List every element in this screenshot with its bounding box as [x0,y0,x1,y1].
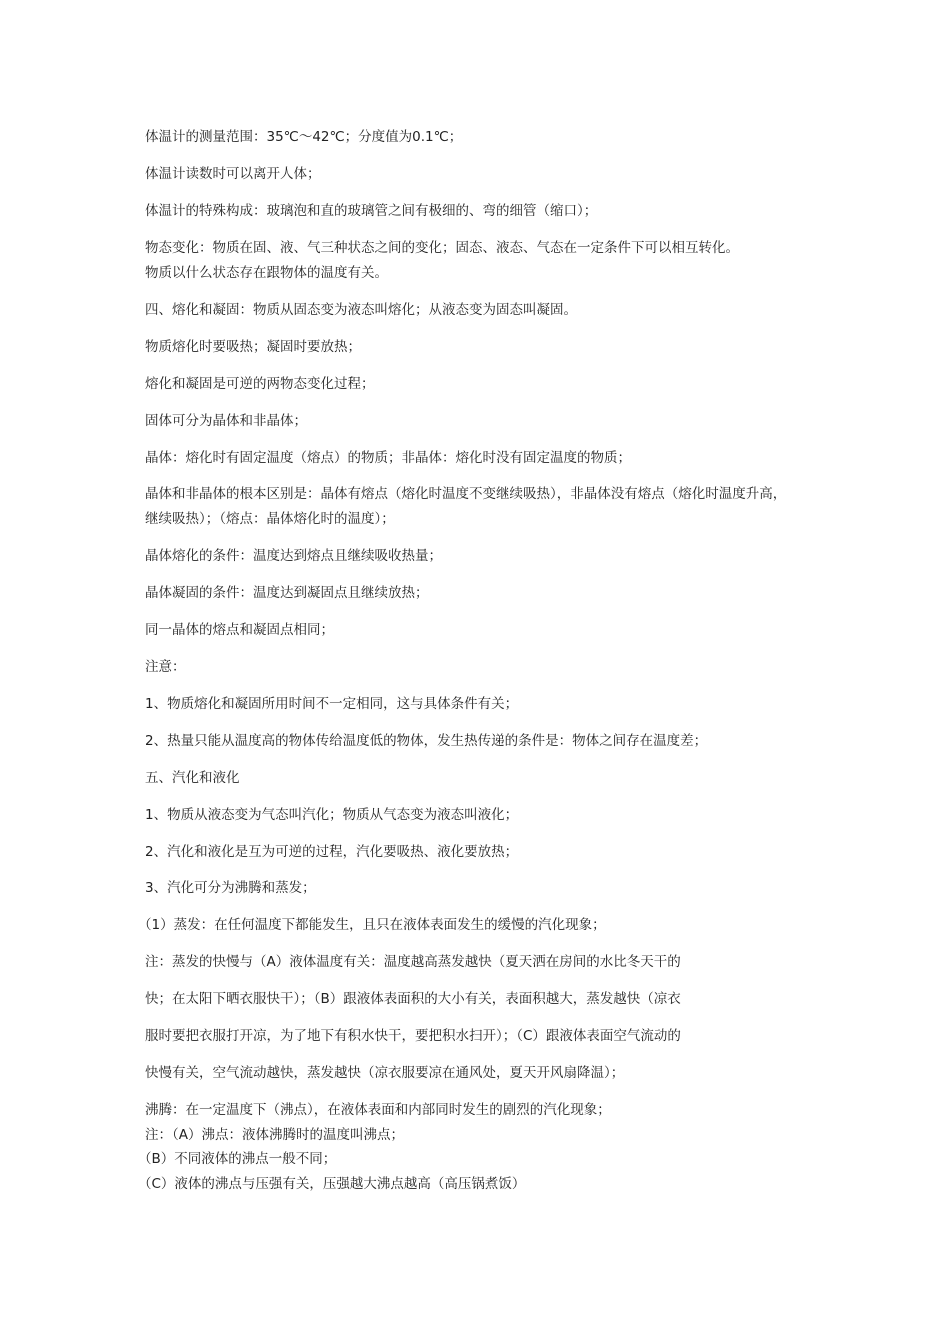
text-line: 熔化和凝固是可逆的两物态变化过程； [145,376,375,392]
text-line: 注：蒸发的快慢与（A）液体温度有关：温度越高蒸发越快（夏天洒在房间的水比冬天干的 [145,954,681,970]
text-line: 同一晶体的熔点和凝固点相同； [145,622,334,638]
text-line: 晶体凝固的条件：温度达到凝固点且继续放热； [145,585,429,601]
text-line: 晶体熔化的条件：温度达到熔点且继续吸收热量； [145,548,442,564]
text-line: 体温计的特殊构成：玻璃泡和直的玻璃管之间有极细的、弯的细管（缩口）； [145,203,598,219]
text-line: 2、汽化和液化是互为可逆的过程，汽化要吸热、液化要放热； [145,844,519,860]
text-line: 沸腾：在一定温度下（沸点），在液体表面和内部同时发生的剧烈的汽化现象； [145,1102,611,1118]
text-line: 注：（A）沸点：液体沸腾时的温度叫沸点； [145,1127,404,1143]
text-line: （B）不同液体的沸点一般不同； [138,1151,337,1167]
text-line: 1、物质从液态变为气态叫汽化；物质从气态变为液态叫液化； [145,807,519,823]
text-line: 物态变化：物质在固、液、气三种状态之间的变化；固态、液态、气态在一定条件下可以相互转化。 [145,240,739,256]
text-line: 1、物质熔化和凝固所用时间不一定相同，这与具体条件有关； [145,696,519,712]
text-line: 快；在太阳下晒衣服快干）；（B）跟液体表面积的大小有关，表面积越大，蒸发越快（凉衣 [145,991,681,1007]
text-line: 快慢有关，空气流动越快，蒸发越快（凉衣服要凉在通风处，夏天开风扇降温）； [145,1065,625,1081]
text-line: 物质以什么状态存在跟物体的温度有关。 [145,265,388,281]
text-line: 体温计读数时可以离开人体； [145,166,321,182]
section-heading: 五、汽化和液化 [145,770,240,786]
text-line: （C）液体的沸点与压强有关，压强越大沸点越高（高压锅煮饭） [138,1176,526,1192]
text-line: 固体可分为晶体和非晶体； [145,413,307,429]
text-line: 物质熔化时要吸热；凝固时要放热； [145,339,361,355]
text-line: 晶体：熔化时有固定温度（熔点）的物质；非晶体：熔化时没有固定温度的物质； [145,450,631,466]
text-line: 继续吸热）；（熔点：晶体熔化时的温度）； [145,511,395,527]
text-line: 2、热量只能从温度高的物体传给温度低的物体，发生热传递的条件是：物体之间存在温度差； [145,733,708,749]
text-line: 服时要把衣服打开凉，为了地下有积水快干，要把积水扫开）；（C）跟液体表面空气流动的 [145,1028,681,1044]
text-line: 晶体和非晶体的根本区别是：晶体有熔点（熔化时温度不变继续吸热），非晶体没有熔点（熔化时温度升高， [145,486,787,502]
section-heading: 四、熔化和凝固：物质从固态变为液态叫熔化；从液态变为固态叫凝固。 [145,302,577,318]
text-line: 体温计的测量范围：35℃～42℃；分度值为0.1℃； [145,129,463,145]
text-line: （1）蒸发：在任何温度下都能发生，且只在液体表面发生的缓慢的汽化现象； [138,917,606,933]
text-line: 3、汽化可分为沸腾和蒸发； [145,880,316,896]
text-line: 注意： [145,659,186,675]
